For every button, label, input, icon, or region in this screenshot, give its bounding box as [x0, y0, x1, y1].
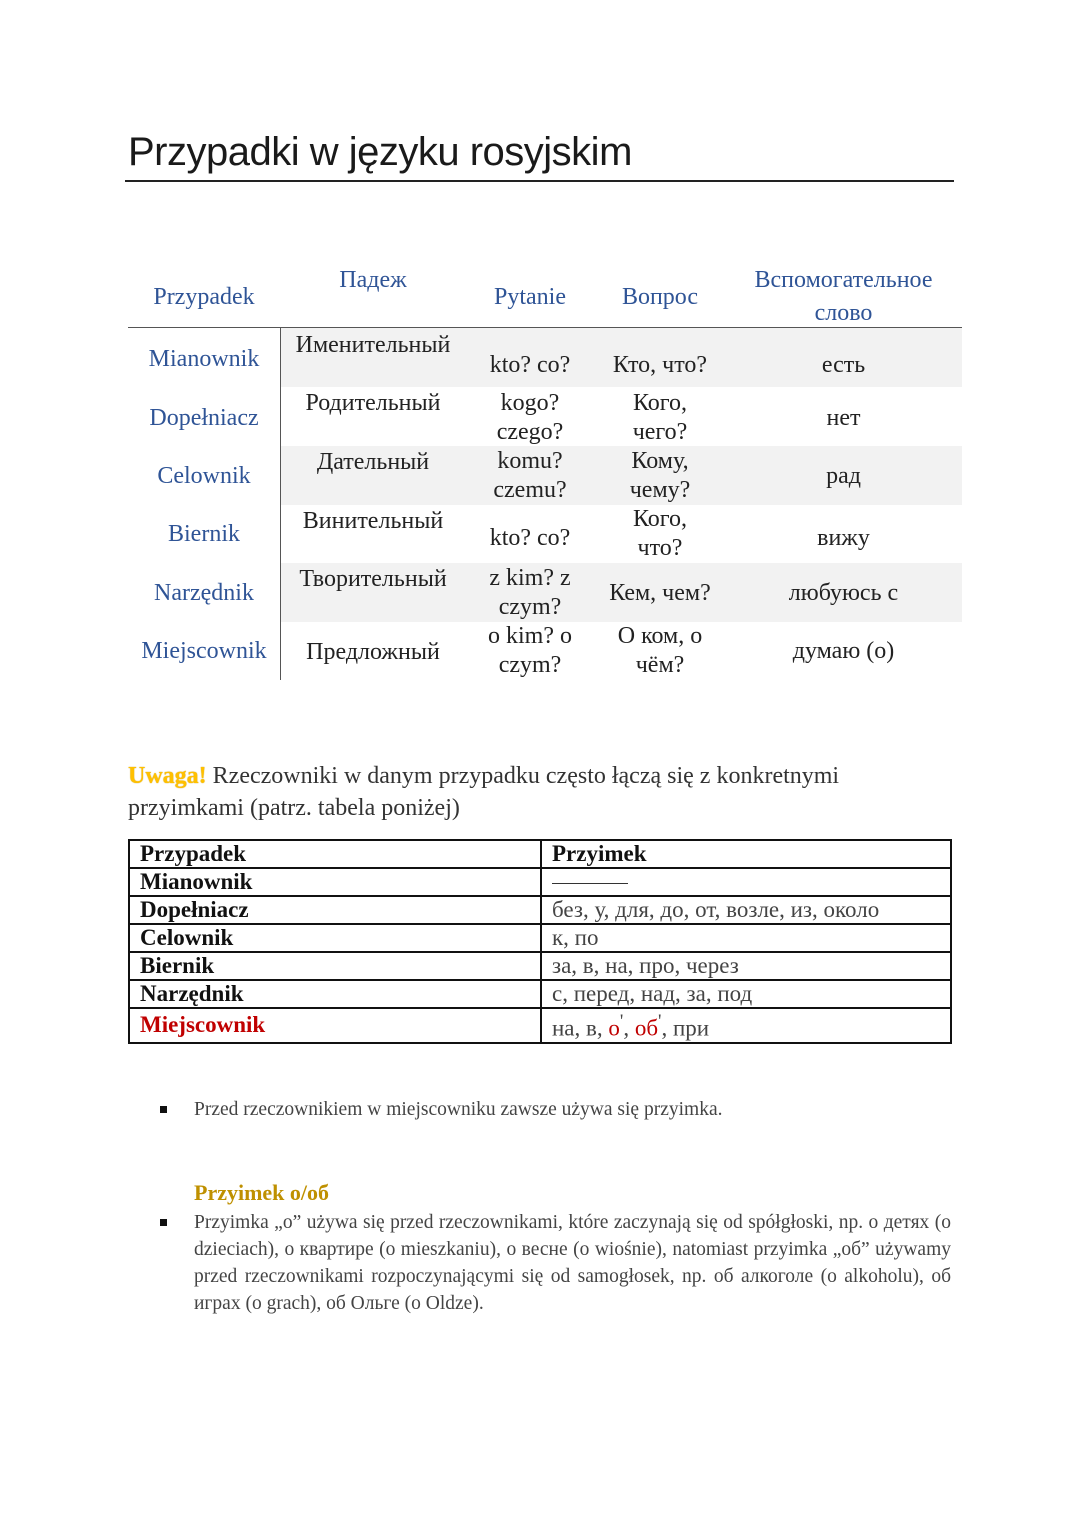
case-cell: Dopełniacz [129, 896, 541, 924]
pytanie-cell: o kim? o czym? [488, 623, 572, 678]
vopros-cell: О ком, о чём? [617, 623, 703, 678]
preposition-cell: без, у, для, до, от, возле, из, около [541, 896, 951, 924]
ru-case-name: Винительный [302, 508, 444, 534]
case-miejscownik: Miejscownik [141, 637, 267, 664]
vopros-cell: Кого, чего? [632, 390, 688, 445]
subheading-przyimek: Przyimek о/об [194, 1180, 330, 1205]
page-title: Przypadki w języku rosyjskim [128, 130, 632, 174]
header-aux-line2: слово [814, 300, 873, 326]
prep-part: , [623, 1015, 635, 1041]
ru-case-name: Творительный [299, 566, 447, 592]
aux-word-cell: рад [826, 462, 861, 489]
bullet-marker [160, 1219, 170, 1229]
note-text: Rzeczowniki w danym przypadku często łączą się z konkretnymi przyimkami (patrz. tabela poniżej) [128, 763, 840, 821]
bullet-text: Przed rzeczownikiem w miejscowniku zawsze używa się przyimka. [194, 1099, 723, 1120]
vopros-cell: Кого, что? [632, 506, 688, 561]
case-biernik: Biernik [168, 520, 240, 547]
table-row [129, 952, 951, 980]
pytanie-cell: komu? czemu? [493, 448, 567, 503]
header-przypadek: Przypadek [153, 284, 255, 310]
ru-case-name: Именительный [295, 332, 451, 358]
table-row [129, 1008, 951, 1043]
preposition-cell: за, в, на, про, через [541, 952, 951, 980]
prep-o-highlight: о [608, 1015, 620, 1041]
header-przypadek-cell: Przypadek [129, 840, 541, 868]
aux-word-cell: нет [826, 404, 861, 431]
prepositions-table [128, 839, 952, 1044]
aux-word-cell: вижу [817, 524, 870, 551]
pytanie-cell: kto? co? [489, 524, 571, 551]
aux-word-cell: любуюсь с [788, 579, 899, 606]
warning-label: Uwaga! [128, 763, 207, 789]
ru-case-name: Родительный [305, 390, 441, 416]
bullet-marker [160, 1106, 170, 1116]
prep-part: , при [661, 1015, 710, 1041]
header-pytanie: Pytanie [494, 284, 566, 310]
case-narzednik: Narzędnik [154, 579, 254, 606]
header-padezh: Падеж [339, 267, 407, 293]
aux-word-cell: думаю (о) [792, 637, 895, 664]
case-dopelniacz: Dopełniacz [149, 404, 259, 431]
header-vopros: Вопрос [621, 284, 699, 310]
preposition-cell: к, по [541, 924, 951, 952]
title-underline [125, 180, 954, 182]
vopros-cell: Кто, что? [612, 351, 708, 378]
header-aux-line1: Вспомогательное [754, 267, 933, 293]
empty-dash [552, 883, 628, 884]
bullet-text: Przyimka „о” używa się przed rzeczownikami, które zaczynają się od spółgłoski, np. о детях (o dzieciach), о квартире (o mieszkaniu), о весне (o wiośnie), natomiast przyimka „об” używamy przed rzeczownikami rozpoczynającymi się od samogłosek, np. об алкоголе (o alkoholu), об играх (o grach), об Ольге (o Oldze). [194, 1212, 951, 1314]
case-cell: Narzędnik [129, 980, 541, 1008]
preposition-cell-empty [541, 868, 951, 896]
vopros-cell: Кем, чем? [609, 579, 711, 606]
case-cell: Biernik [129, 952, 541, 980]
miejscownik-highlight: Miejscownik [140, 1012, 266, 1038]
vopros-cell: Кому, чему? [629, 448, 691, 503]
case-cell-miejscownik [129, 1008, 541, 1043]
table-row [129, 924, 951, 952]
table-row [129, 868, 951, 896]
case-celownik: Celownik [157, 462, 251, 489]
aux-word-cell: есть [821, 351, 866, 378]
case-cell: Celownik [129, 924, 541, 952]
note-paragraph [128, 760, 928, 824]
header-przyimek-cell: Przyimek [541, 840, 951, 868]
pytanie-cell: kto? co? [489, 351, 571, 378]
table-header-row [129, 840, 951, 868]
footnote-mark: ' [619, 1011, 624, 1032]
table-row [129, 896, 951, 924]
case-mianownik: Mianownik [148, 345, 260, 372]
table-row [129, 980, 951, 1008]
preposition-cell: с, перед, над, за, под [541, 980, 951, 1008]
footnote-mark: ' [658, 1011, 662, 1032]
pytanie-cell: z kim? z czym? [489, 565, 571, 620]
prep-ob-highlight: об [634, 1015, 659, 1041]
prep-part: на, в, [552, 1015, 609, 1041]
pytanie-cell: kogo? czego? [496, 390, 564, 445]
ru-case-name: Предложный [306, 639, 440, 665]
preposition-cell [541, 1008, 951, 1043]
ru-case-name: Дательный [316, 449, 430, 475]
case-cell: Mianownik [129, 868, 541, 896]
